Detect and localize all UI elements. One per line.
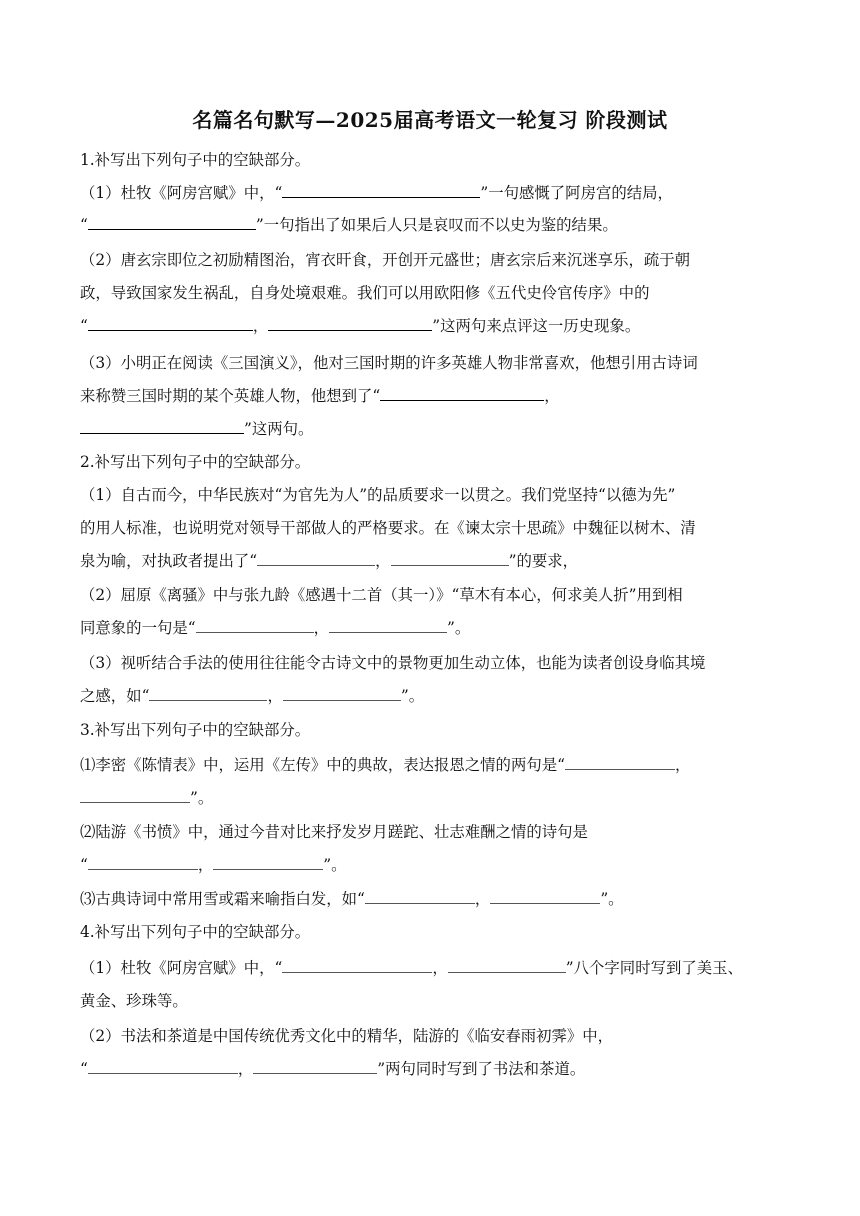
answer-blank[interactable] <box>380 399 544 401</box>
answer-blank[interactable] <box>365 902 475 904</box>
q2-heading: 2.补写出下列句子中的空缺部分。 <box>80 453 311 471</box>
q3-item2-line1: ⑵陆游《书愤》中，通过今昔对比来抒发岁月蹉跎、壮志难酬之情的诗句是 <box>80 823 588 841</box>
answer-blank[interactable] <box>253 1072 377 1074</box>
answer-blank[interactable] <box>196 631 314 633</box>
q2-item3-line1: （3）视听结合手法的使用往往能令古诗文中的景物更加生动立体，也能为读者创设身临其境 <box>80 654 706 672</box>
answer-blank[interactable] <box>565 768 675 770</box>
answer-blank[interactable] <box>282 971 432 973</box>
answer-blank[interactable] <box>213 868 323 870</box>
q4-heading: 4.补写出下列句子中的空缺部分。 <box>80 923 311 941</box>
q3-item3-line1: ⑶古典诗词中常用雪或霜来喻指白发，如“ ， ”。 <box>80 890 624 908</box>
answer-blank[interactable] <box>257 564 375 566</box>
answer-blank[interactable] <box>283 699 401 701</box>
answer-blank[interactable] <box>149 699 267 701</box>
q1-item1-line1: （1）杜牧《阿房宫赋》中，“ ”一句感慨了阿房宫的结局， <box>80 184 673 202</box>
q1-item1-line2: “ ”一句指出了如果后人只是哀叹而不以史为鉴的结果。 <box>80 216 618 234</box>
answer-blank[interactable] <box>80 432 244 434</box>
q2-item2-line2: 同意象的一句是“ ， ”。 <box>80 619 471 637</box>
q3-item2-line2: “ ， ”。 <box>80 856 347 874</box>
q3-item1-line2: ”。 <box>80 788 780 808</box>
answer-blank[interactable] <box>88 228 256 230</box>
q2-item3-line2: 之感，如“ ， ”。 <box>80 687 425 705</box>
q1-heading: 1.补写出下列句子中的空缺部分。 <box>80 151 311 169</box>
q1-item2-line1: （2）唐玄宗即位之初励精图治，宵衣旰食，开创开元盛世；唐玄宗后来沉迷享乐，疏于朝 <box>80 251 691 269</box>
answer-blank[interactable] <box>88 868 198 870</box>
answer-blank[interactable] <box>448 971 566 973</box>
q2-item2-line1: （2）屈原《离骚》中与张九龄《感遇十二首（其一）》“草木有本心，何求美人折”用到相 <box>80 586 683 604</box>
answer-blank[interactable] <box>88 1072 238 1074</box>
answer-blank[interactable] <box>88 329 253 331</box>
q3-heading: 3.补写出下列句子中的空缺部分。 <box>80 721 311 739</box>
answer-blank[interactable] <box>282 196 480 198</box>
q2-item1-line2: 的用人标准，也说明党对领导干部做人的严格要求。在《谏太宗十思疏》中魏征以树木、清 <box>80 519 696 537</box>
q2-item1-line1: （1）自古而今，中华民族对“为官先为人”的品质要求一以贯之。我们党坚持“以德为先” <box>80 486 676 504</box>
answer-blank[interactable] <box>268 329 432 331</box>
answer-blank[interactable] <box>80 801 190 803</box>
q4-item1-line1: （1）杜牧《阿房宫赋》中，“ ， ”八个字同时写到了美玉、 <box>80 959 743 977</box>
answer-blank[interactable] <box>329 631 447 633</box>
q2-item1-line3: 泉为喻，对执政者提出了“ ， ”的要求， <box>80 552 579 570</box>
q3-item1-line1: ⑴李密《陈情表》中，运用《左传》中的典故，表达报恩之情的两句是“ ， <box>80 756 691 774</box>
q4-item2-line1: （2）书法和茶道是中国传统优秀文化中的精华，陆游的《临安春雨初霁》中， <box>80 1027 614 1045</box>
q1-item2-line2: 政，导致国家发生祸乱，自身处境艰难。我们可以用欧阳修《五代史伶官传序》中的 <box>80 284 650 302</box>
q1-item3-line1: （3）小明正在阅读《三国演义》，他对三国时期的许多英雄人物非常喜欢，他想引用古诗词 <box>80 354 698 372</box>
answer-blank[interactable] <box>490 902 600 904</box>
q1-item3-line3: ”这两句。 <box>80 419 780 439</box>
answer-blank[interactable] <box>391 564 509 566</box>
q4-item1-line2: 黄金、珍珠等。 <box>80 992 188 1010</box>
q4-item2-line2: “ ， ”两句同时写到了书法和茶道。 <box>80 1060 586 1078</box>
q1-item3-line2: 来称赞三国时期的某个英雄人物，他想到了“ ， <box>80 387 560 405</box>
q1-item2-line3: “ ， ”这两句来点评这一历史现象。 <box>80 317 641 335</box>
page-title: 名篇名句默写—2025届高考语文一轮复习 阶段测试 <box>192 108 668 132</box>
